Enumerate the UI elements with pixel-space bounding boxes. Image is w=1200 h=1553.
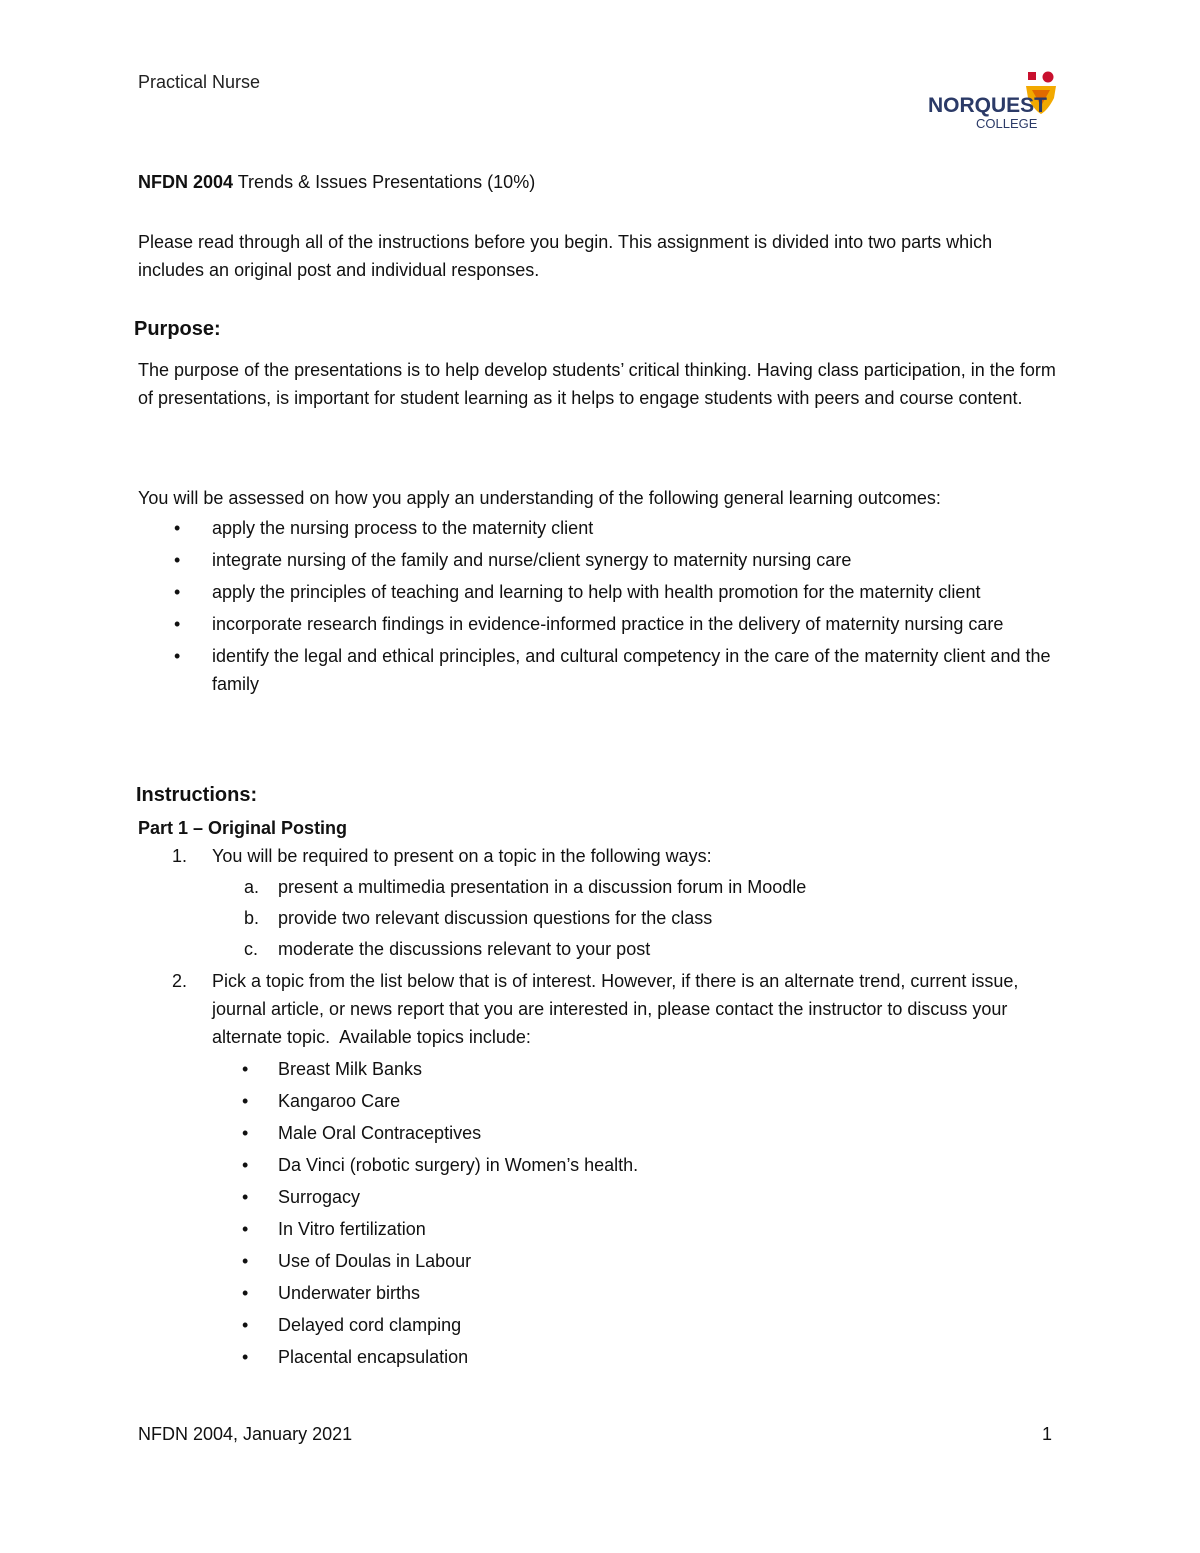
topic-text: Underwater births <box>278 1283 421 1303</box>
sub-step-letter: c. <box>244 939 259 959</box>
list-item <box>172 546 1072 574</box>
bullet-icon: • <box>242 1123 249 1143</box>
sub-step-letter: b. <box>244 908 260 928</box>
intro-paragraph: Please read through all of the instructions before you begin. This assignment is divided into two parts which includes an original post and individual responses. <box>138 232 993 280</box>
list-item <box>172 1055 1072 1083</box>
list-item <box>172 1343 1072 1371</box>
topic-text: In Vitro fertilization <box>278 1219 426 1239</box>
topic-text: Delayed cord clamping <box>278 1315 462 1335</box>
bullet-icon: • <box>242 1251 249 1271</box>
bullet-icon: • <box>242 1187 249 1207</box>
sub-step-text: moderate the discussions relevant to your post <box>278 939 651 959</box>
topic-text: Placental encapsulation <box>278 1347 469 1367</box>
bullet-icon: • <box>242 1091 249 1111</box>
bullet-icon: • <box>242 1315 249 1335</box>
list-item <box>172 1087 1072 1115</box>
step-text: You will be required to present on a topic in the following ways: <box>212 846 712 866</box>
part1-heading: Part 1 – Original Posting <box>138 818 348 838</box>
sub-step-text: provide two relevant discussion questions for the class <box>278 908 713 928</box>
bullet-icon: • <box>242 1283 249 1303</box>
topics-list <box>172 1055 1072 1371</box>
bullet-icon: • <box>242 1347 249 1367</box>
purpose-heading: Purpose: <box>134 318 221 340</box>
document-title <box>138 172 535 193</box>
topic-text: Male Oral Contraceptives <box>278 1123 482 1143</box>
instructions-heading: Instructions: <box>136 784 258 806</box>
list-item <box>172 1215 1072 1243</box>
sub-step-item <box>172 904 1072 932</box>
list-item <box>172 610 1072 638</box>
topic-text: Use of Doulas in Labour <box>278 1251 472 1271</box>
footer-left: NFDN 2004, January 2021 <box>138 1424 353 1444</box>
step-number: 1. <box>172 846 188 866</box>
outcome-text: apply the principles of teaching and learning to help with health promotion for the maternity client <box>212 582 981 602</box>
bullet-icon: • <box>174 614 181 634</box>
norquest-logo <box>928 70 1058 132</box>
list-item <box>172 1279 1072 1307</box>
purpose-paragraph: The purpose of the presentations is to help develop students’ critical thinking. Having class participation, in the form of presentations, is important for student learning as it helps to engage students with peers and course content. <box>138 360 1056 408</box>
outcomes-lead: You will be assessed on how you apply an understanding of the following general learning outcomes: <box>138 488 941 508</box>
bullet-icon: • <box>242 1059 249 1079</box>
outcomes-list <box>172 514 1072 702</box>
outcome-text: incorporate research findings in evidence-informed practice in the delivery of maternity nursing care <box>212 614 1004 634</box>
list-item <box>172 1183 1072 1211</box>
step-text: Pick a topic from the list below that is of interest. However, if there is an alternate trend, current issue, journal article, or news report that you are interested in, please contact the instructor to discuss your alternate topic. Available topics include: <box>212 971 1024 1047</box>
course-code: NFDN 2004 <box>138 172 234 192</box>
step-number: 2. <box>172 971 188 991</box>
outcome-text: integrate nursing of the family and nurse/client synergy to maternity nursing care <box>212 550 852 570</box>
topic-text: Breast Milk Banks <box>278 1059 423 1079</box>
page-number: 1 <box>1042 1424 1053 1444</box>
step-item <box>172 967 1042 1051</box>
bullet-icon: • <box>174 646 181 666</box>
sub-step-letter: a. <box>244 877 260 897</box>
sub-step-text: present a multimedia presentation in a discussion forum in Moodle <box>278 877 807 897</box>
list-item <box>172 578 1072 606</box>
topic-text: Surrogacy <box>278 1187 361 1207</box>
list-item <box>172 1119 1072 1147</box>
sub-step-item <box>172 935 1072 963</box>
step-item <box>172 842 1072 870</box>
topic-text: Kangaroo Care <box>278 1091 401 1111</box>
bullet-icon: • <box>174 518 181 538</box>
steps-list <box>172 842 1072 1371</box>
running-header: Practical Nurse <box>138 72 261 92</box>
bullet-icon: • <box>242 1155 249 1175</box>
list-item <box>172 1151 1072 1179</box>
outcome-text: identify the legal and ethical principles, and cultural competency in the care of the maternity client and the family <box>212 646 1051 694</box>
bullet-icon: • <box>242 1219 249 1239</box>
list-item <box>172 514 1072 542</box>
list-item <box>172 642 1072 698</box>
logo-text-sub: COLLEGE <box>976 116 1038 131</box>
bullet-icon: • <box>174 550 181 570</box>
title-text: Trends & Issues Presentations (10%) <box>233 172 536 192</box>
logo-text-main: NORQUEST <box>928 94 1048 117</box>
list-item <box>172 1247 1072 1275</box>
topic-text: Da Vinci (robotic surgery) in Women’s health. <box>278 1155 639 1175</box>
sub-step-item <box>172 873 1072 901</box>
outcome-text: apply the nursing process to the maternity client <box>212 518 594 538</box>
list-item <box>172 1311 1072 1339</box>
bullet-icon: • <box>174 582 181 602</box>
